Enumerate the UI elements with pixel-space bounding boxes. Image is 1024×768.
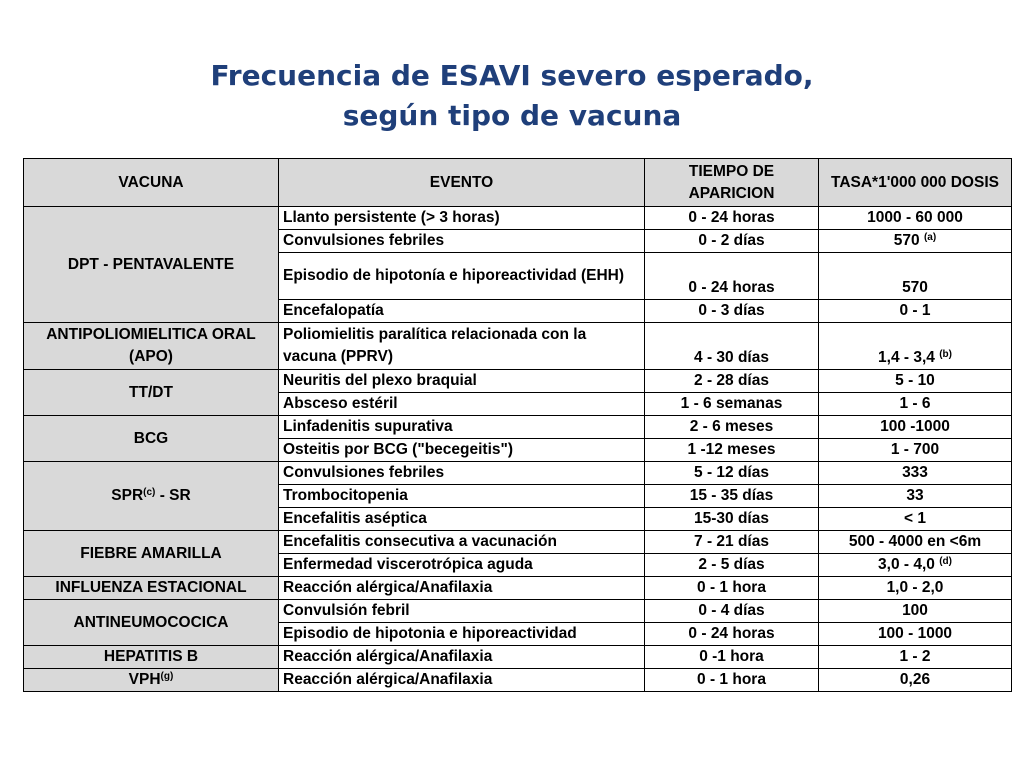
onset-time-cell: 7 - 21 días: [645, 531, 819, 554]
rate-cell: [819, 623, 1012, 646]
onset-time-cell: 0 - 2 días: [645, 230, 819, 253]
rate-cell: [819, 230, 1012, 253]
onset-time-cell: 0 - 3 días: [645, 300, 819, 323]
onset-time-cell: 0 - 24 horas: [645, 207, 819, 230]
onset-time-cell: 5 - 12 días: [645, 462, 819, 485]
rate-footnote: (a): [923, 232, 937, 243]
title-line-2: según tipo de vacuna: [342, 99, 682, 132]
rate-cell: [819, 300, 1012, 323]
vaccine-name: ANTIPOLIOMIELITICA ORAL (APO): [46, 326, 256, 365]
event-cell: Reacción alérgica/Anafilaxia: [279, 669, 645, 692]
table-row: [24, 669, 1012, 692]
rate-value: 100: [902, 602, 928, 619]
header-tiempo: TIEMPO DE APARICION: [645, 159, 819, 207]
rate-cell: [819, 323, 1012, 370]
event-cell: Trombocitopenia: [279, 485, 645, 508]
vaccine-footnote: (g): [160, 671, 174, 682]
onset-time-cell: 0 -1 hora: [645, 646, 819, 669]
table-row: [24, 600, 1012, 623]
rate-cell: [819, 207, 1012, 230]
vaccine-cell: [24, 207, 279, 323]
rate-value: 33: [906, 487, 924, 504]
event-cell: Convulsión febril: [279, 600, 645, 623]
rate-value: 570: [893, 232, 920, 249]
rate-cell: [819, 485, 1012, 508]
vaccine-cell: [24, 669, 279, 692]
rate-value: 1 - 2: [899, 648, 931, 665]
vaccine-cell: [24, 370, 279, 416]
vaccine-name: SPR: [111, 487, 144, 504]
table-row: [24, 531, 1012, 554]
table-row: [24, 462, 1012, 485]
event-cell: Linfadenitis supurativa: [279, 416, 645, 439]
rate-cell: [819, 370, 1012, 393]
header-evento: EVENTO: [279, 159, 645, 207]
vaccine-name: HEPATITIS B: [103, 648, 199, 665]
vaccine-name: BCG: [133, 429, 169, 447]
rate-value: 0,26: [899, 671, 931, 688]
rate-cell: [819, 253, 1012, 300]
onset-time-cell: 4 - 30 días: [645, 323, 819, 370]
onset-time-cell: 15 - 35 días: [645, 485, 819, 508]
event-cell: Encefalitis aséptica: [279, 508, 645, 531]
vaccine-footnote: (c): [143, 487, 156, 498]
event-cell: Episodio de hipotonía e hiporeactividad (EHH): [279, 253, 645, 300]
event-cell: Neuritis del plexo braquial: [279, 370, 645, 393]
rate-value: 0 - 1: [899, 302, 931, 319]
vaccine-name: TT/DT: [129, 383, 173, 401]
rate-value: < 1: [904, 510, 926, 527]
rate-cell: [819, 462, 1012, 485]
table-row: [24, 207, 1012, 230]
event-cell: Encefalitis consecutiva a vacunación: [279, 531, 645, 554]
vaccine-name: DPT - PENTAVALENTE: [67, 255, 235, 273]
rate-value: 1 - 6: [899, 395, 931, 412]
onset-time-cell: 0 - 24 horas: [645, 253, 819, 300]
event-cell: Reacción alérgica/Anafilaxia: [279, 646, 645, 669]
rate-value: 1,4 - 3,4: [878, 349, 935, 366]
rate-cell: [819, 600, 1012, 623]
rate-cell: [819, 531, 1012, 554]
onset-time-cell: 0 - 4 días: [645, 600, 819, 623]
onset-time-cell: 0 - 24 horas: [645, 623, 819, 646]
rate-value: 100 -1000: [880, 418, 950, 435]
table-header-row: [24, 159, 1012, 207]
event-cell: Convulsiones febriles: [279, 230, 645, 253]
vaccine-name: ANTINEUMOCOCICA: [73, 613, 229, 631]
esavi-table: [23, 158, 1012, 692]
vaccine-suffix: - SR: [155, 487, 191, 504]
onset-time-cell: 1 - 6 semanas: [645, 393, 819, 416]
rate-cell: [819, 416, 1012, 439]
vaccine-cell: [24, 323, 279, 370]
vaccine-cell: [24, 600, 279, 646]
event-cell: Encefalopatía: [279, 300, 645, 323]
rate-value: 5 - 10: [895, 372, 935, 389]
rate-value: 1,0 - 2,0: [886, 579, 944, 596]
table-row: [24, 646, 1012, 669]
event-cell: Reacción alérgica/Anafilaxia: [279, 577, 645, 600]
rate-footnote: (b): [939, 349, 952, 360]
rate-value: 500 - 4000 en <6m: [848, 533, 982, 550]
vaccine-cell: [24, 531, 279, 577]
rate-cell: [819, 577, 1012, 600]
onset-time-cell: 1 -12 meses: [645, 439, 819, 462]
title-line-1: Frecuencia de ESAVI severo esperado,: [210, 59, 814, 92]
vaccine-cell: [24, 577, 279, 600]
event-cell: Enfermedad viscerotrópica aguda: [279, 554, 645, 577]
vaccine-cell: [24, 646, 279, 669]
event-cell: Convulsiones febriles: [279, 462, 645, 485]
rate-footnote: (d): [939, 556, 952, 567]
table-row: [24, 577, 1012, 600]
rate-value: 333: [902, 464, 928, 481]
event-cell: Absceso estéril: [279, 393, 645, 416]
rate-cell: [819, 439, 1012, 462]
vaccine-cell: [24, 416, 279, 462]
rate-cell: [819, 646, 1012, 669]
onset-time-cell: 0 - 1 hora: [645, 669, 819, 692]
rate-cell: [819, 554, 1012, 577]
vaccine-cell: [24, 462, 279, 531]
onset-time-cell: 15-30 días: [645, 508, 819, 531]
table-row: [24, 416, 1012, 439]
rate-value: 100 - 1000: [877, 625, 953, 642]
rate-cell: [819, 393, 1012, 416]
slide-title: [0, 56, 1024, 136]
onset-time-cell: 2 - 28 días: [645, 370, 819, 393]
rate-value: 3,0 - 4,0: [878, 556, 935, 573]
rate-cell: [819, 508, 1012, 531]
vaccine-name: FIEBRE AMARILLA: [80, 544, 222, 562]
header-vacuna: VACUNA: [24, 159, 279, 207]
event-cell: Episodio de hipotonia e hiporeactividad: [279, 623, 645, 646]
event-cell: Osteitis por BCG ("becegeitis"): [279, 439, 645, 462]
vaccine-name: VPH: [128, 671, 161, 688]
rate-value: 1 - 700: [890, 441, 940, 458]
rate-value: 1000 - 60 000: [867, 209, 963, 226]
table-body: [24, 207, 1012, 692]
header-tasa: TASA*1'000 000 DOSIS: [819, 159, 1012, 207]
table-row: [24, 370, 1012, 393]
event-cell: Llanto persistente (> 3 horas): [279, 207, 645, 230]
onset-time-cell: 0 - 1 hora: [645, 577, 819, 600]
rate-value: 570: [902, 279, 928, 296]
event-cell: Poliomielitis paralítica relacionada con la vacuna (PPRV): [279, 323, 645, 370]
onset-time-cell: 2 - 6 meses: [645, 416, 819, 439]
rate-cell: [819, 669, 1012, 692]
onset-time-cell: 2 - 5 días: [645, 554, 819, 577]
vaccine-name: INFLUENZA ESTACIONAL: [55, 579, 247, 596]
table-row: [24, 323, 1012, 370]
